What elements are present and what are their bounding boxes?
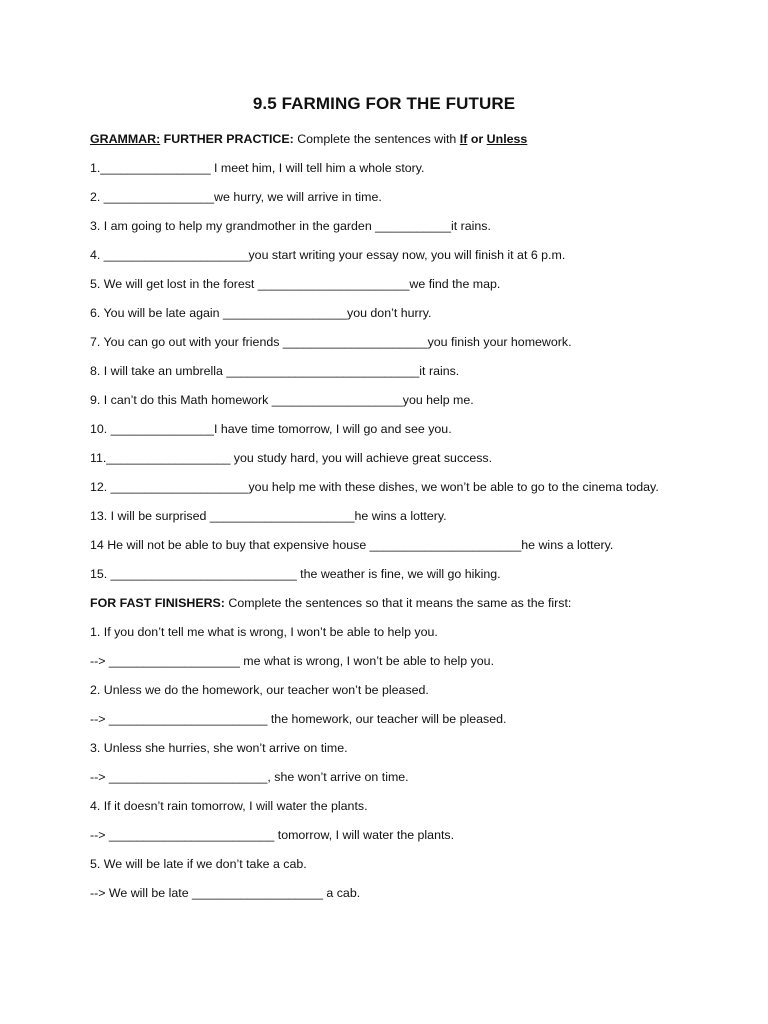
further-practice-label: FURTHER PRACTICE: — [163, 132, 294, 146]
fast-finishers-text: Complete the sentences so that it means the same as the first: — [228, 596, 572, 610]
sentence-15: 15. ___________________________ the weather is fine, we will go hiking. — [90, 567, 501, 581]
or-word: or — [470, 132, 484, 146]
fast-line-6: --> _______________________, she won’t arrive on time. — [90, 770, 409, 784]
fast-finishers-list — [90, 623, 750, 913]
grammar-label: GRAMMAR: — [90, 132, 161, 146]
fast-finishers-label: FOR FAST FINISHERS: — [90, 596, 225, 610]
if-word: If — [459, 132, 468, 146]
sentence-list — [90, 159, 750, 594]
sentence-8: 8. I will take an umbrella ____________________________it rains. — [90, 364, 460, 378]
fast-line-10: --> We will be late ___________________ a cab. — [90, 886, 361, 900]
fast-line-2: --> ___________________ me what is wrong, I won’t be able to help you. — [90, 654, 495, 668]
fast-line-3: 2. Unless we do the homework, our teacher won’t be pleased. — [90, 683, 429, 697]
sentence-4: 4. _____________________you start writing your essay now, you will finish it at 6 p.m. — [90, 248, 566, 262]
sentence-14: 14 He will not be able to buy that expensive house ______________________he wins a lottery. — [90, 538, 614, 552]
sentence-7: 7. You can go out with your friends _____________________you finish your homework. — [90, 335, 572, 349]
fast-line-9: 5. We will be late if we don’t take a cab. — [90, 857, 307, 871]
sentence-11: 11.__________________ you study hard, you will achieve great success. — [90, 451, 493, 465]
fast-line-8: --> ________________________ tomorrow, I will water the plants. — [90, 828, 455, 842]
sentence-12: 12. ____________________you help me with these dishes, we won’t be able to go to the cinema today. — [90, 480, 659, 494]
sentence-3: 3. I am going to help my grandmother in the garden ___________it rains. — [90, 219, 491, 233]
fast-finishers-instruction — [90, 594, 750, 623]
fast-line-1: 1. If you don’t tell me what is wrong, I won’t be able to help you. — [90, 625, 438, 639]
instruction-text: Complete the sentences with — [297, 132, 457, 146]
sentence-6: 6. You will be late again __________________you don’t hurry. — [90, 306, 432, 320]
fast-line-5: 3. Unless she hurries, she won’t arrive on time. — [90, 741, 348, 755]
fast-line-4: --> _______________________ the homework, our teacher will be pleased. — [90, 712, 507, 726]
page-title: 9.5 FARMING FOR THE FUTURE — [252, 94, 516, 113]
sentence-10: 10. _______________I have time tomorrow, I will go and see you. — [90, 422, 452, 436]
unless-word: Unless — [486, 132, 528, 146]
sentence-13: 13. I will be surprised _____________________he wins a lottery. — [90, 509, 447, 523]
sentence-5: 5. We will get lost in the forest ______________________we find the map. — [90, 277, 501, 291]
fast-line-7: 4. If it doesn’t rain tomorrow, I will water the plants. — [90, 799, 368, 813]
worksheet-content — [90, 130, 750, 913]
sentence-2: 2. ________________we hurry, we will arrive in time. — [90, 190, 382, 204]
sentence-1: 1.________________ I meet him, I will tell him a whole story. — [90, 161, 425, 175]
grammar-instruction — [90, 130, 750, 159]
sentence-9: 9. I can’t do this Math homework ___________________you help me. — [90, 393, 474, 407]
